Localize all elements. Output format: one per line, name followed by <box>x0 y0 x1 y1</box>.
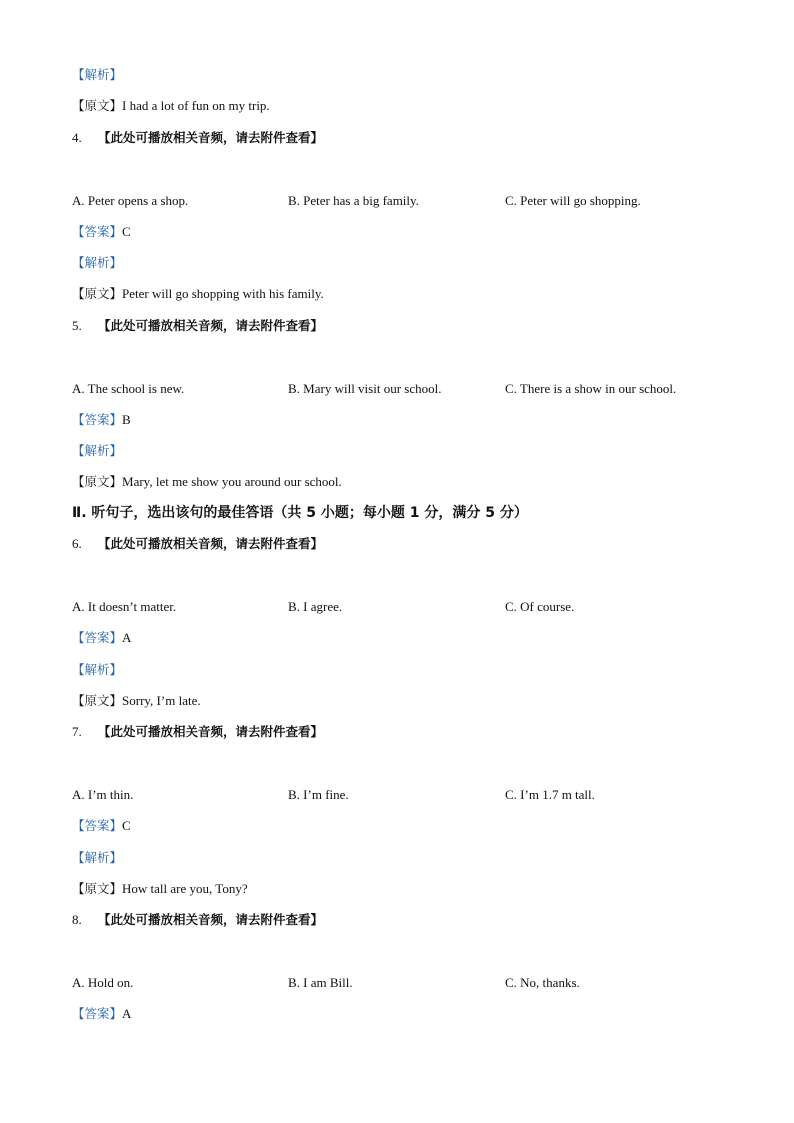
jiexi-line <box>72 849 122 867</box>
jiexi-line <box>72 66 122 84</box>
yuanwen-line <box>72 285 324 303</box>
answer-option: A. Hold on. <box>72 975 134 991</box>
answer-option: B. Peter has a big family. <box>288 192 419 208</box>
yuanwen-label: 【原文】 <box>72 286 123 302</box>
answer-option: C. Peter will go shopping. <box>505 192 641 208</box>
answer-option: A. I’m thin. <box>72 787 134 803</box>
answer-option: A. It doesn’t matter. <box>72 599 177 615</box>
question-audio-line <box>72 129 323 147</box>
answer-option: B. I agree. <box>288 599 343 615</box>
yuanwen-line <box>72 97 270 115</box>
answer-option: C. Of course. <box>505 599 575 615</box>
audio-placeholder-link[interactable]: 【此处可播放相关音频，请去附件查看】 <box>98 317 324 333</box>
answer-option: C. No, thanks. <box>505 975 580 991</box>
answer-option: B. I am Bill. <box>288 975 353 991</box>
jiexi-label: 【解析】 <box>72 849 123 865</box>
jiexi-label: 【解析】 <box>72 67 123 82</box>
answer-line <box>72 817 131 835</box>
yuanwen-line <box>72 692 201 710</box>
yuanwen-text: How tall are you, Tony? <box>122 880 248 896</box>
answer-option: C. I’m 1.7 m tall. <box>505 787 595 803</box>
audio-placeholder-link[interactable]: 【此处可播放相关音频，请去附件查看】 <box>98 724 324 740</box>
question-audio-line <box>72 911 323 929</box>
jiexi-line <box>72 442 122 460</box>
yuanwen-label: 【原文】 <box>72 880 123 896</box>
jiexi-label: 【解析】 <box>72 442 123 458</box>
yuanwen-text: I had a lot of fun on my trip. <box>122 98 270 114</box>
jiexi-label: 【解析】 <box>72 661 123 677</box>
audio-placeholder-link[interactable]: 【此处可播放相关音频，请去附件查看】 <box>98 129 324 145</box>
jiexi-line <box>72 254 122 272</box>
answer-label: 【答案】 <box>72 818 123 834</box>
audio-placeholder-link[interactable]: 【此处可播放相关音频，请去附件查看】 <box>98 536 324 552</box>
answer-text: C <box>122 818 131 834</box>
yuanwen-label: 【原文】 <box>72 693 123 708</box>
yuanwen-line <box>72 880 248 898</box>
yuanwen-text: Sorry, I’m late. <box>122 693 201 708</box>
question-audio-line <box>72 535 323 553</box>
answer-line <box>72 223 131 241</box>
question-number: 8. <box>72 912 82 928</box>
answer-option: B. I’m fine. <box>288 787 349 803</box>
answer-text: C <box>122 223 131 239</box>
answer-text: A <box>122 630 132 646</box>
answer-text: A <box>122 1006 132 1022</box>
yuanwen-line <box>72 473 342 491</box>
answer-line <box>72 629 131 647</box>
question-audio-line <box>72 317 323 335</box>
jiexi-line <box>72 661 122 679</box>
answer-option: C. There is a show in our school. <box>505 380 677 396</box>
answer-label: 【答案】 <box>72 223 123 239</box>
yuanwen-label: 【原文】 <box>72 98 123 114</box>
jiexi-label: 【解析】 <box>72 254 123 270</box>
answer-option: B. Mary will visit our school. <box>288 380 442 396</box>
section-heading: Ⅱ. 听句子，选出该句的最佳答语（共 5 小题；每小题 1 分，满分 5 分） <box>72 505 528 522</box>
audio-placeholder-link[interactable]: 【此处可播放相关音频，请去附件查看】 <box>98 912 324 928</box>
yuanwen-text: Peter will go shopping with his family. <box>122 286 324 302</box>
question-number: 6. <box>72 536 82 552</box>
question-audio-line <box>72 723 323 741</box>
answer-label: 【答案】 <box>72 1006 123 1022</box>
answer-line <box>72 1005 131 1023</box>
answer-line <box>72 411 131 429</box>
answer-label: 【答案】 <box>72 630 123 646</box>
answer-text: B <box>122 411 131 427</box>
answer-option: A. The school is new. <box>72 380 185 396</box>
answer-option: A. Peter opens a shop. <box>72 192 189 208</box>
yuanwen-label: 【原文】 <box>72 474 123 490</box>
question-number: 7. <box>72 724 82 740</box>
question-number: 5. <box>72 317 82 333</box>
answer-label: 【答案】 <box>72 411 123 427</box>
yuanwen-text: Mary, let me show you around our school. <box>122 474 342 490</box>
question-number: 4. <box>72 129 82 145</box>
